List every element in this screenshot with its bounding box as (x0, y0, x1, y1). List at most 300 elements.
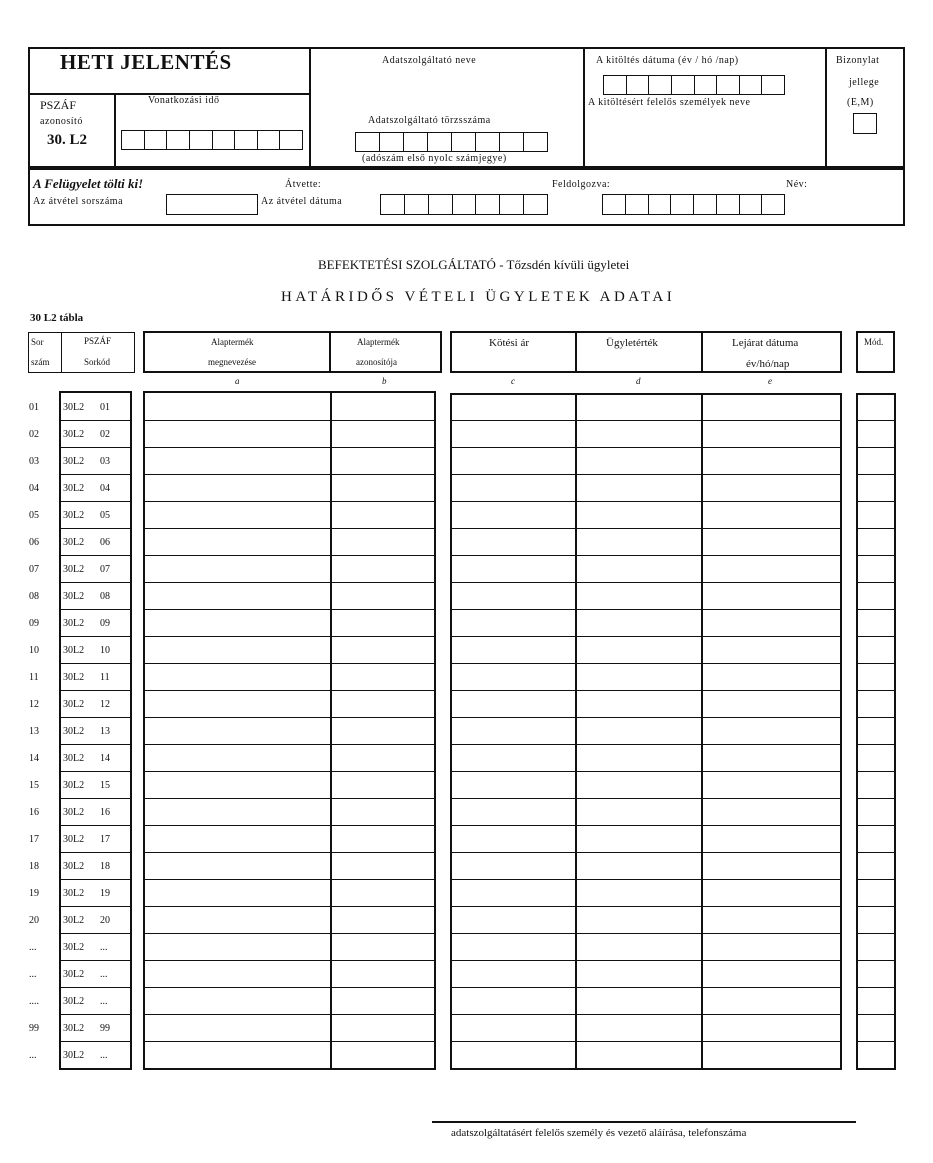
table-cell[interactable] (452, 556, 575, 581)
table-cell[interactable] (452, 421, 575, 446)
row-code: 30L2 (63, 564, 85, 575)
row-divider (59, 987, 132, 988)
row-number: 19 (29, 888, 39, 899)
row-code-number: 06 (100, 537, 110, 548)
table-cell[interactable] (858, 556, 895, 581)
row-code: 30L2 (63, 942, 85, 953)
table-cell[interactable] (703, 934, 841, 959)
table-cell[interactable] (331, 772, 435, 797)
table-cell[interactable] (145, 448, 330, 473)
table-cell[interactable] (331, 448, 435, 473)
row-divider (59, 906, 132, 907)
row-number: ... (29, 969, 37, 980)
table-cell[interactable] (145, 988, 330, 1013)
table-cell[interactable] (577, 718, 701, 743)
table-cell[interactable] (452, 1042, 575, 1067)
signature-label: adatszolgáltatásért felelős személy és vezető aláírása, telefonszáma (451, 1127, 747, 1139)
table-cell[interactable] (858, 421, 895, 446)
row-number: 08 (29, 591, 39, 602)
table-cell[interactable] (145, 880, 330, 905)
row-number: 01 (29, 402, 39, 413)
row-number: 13 (29, 726, 39, 737)
table-cell[interactable] (577, 529, 701, 554)
row-code-number: ... (100, 969, 108, 980)
table-cell[interactable] (452, 691, 575, 716)
table-cell[interactable] (703, 556, 841, 581)
col-pszaf-header: Sorkód (84, 357, 111, 367)
row-divider (59, 474, 132, 475)
row-code-number: ... (100, 1050, 108, 1061)
table-cell[interactable] (858, 475, 895, 500)
table-cell[interactable] (858, 880, 895, 905)
table-cell[interactable] (331, 475, 435, 500)
col-b-header: Alaptermék (357, 337, 400, 347)
row-divider (59, 555, 132, 556)
table-cell[interactable] (577, 691, 701, 716)
table-cell[interactable] (452, 475, 575, 500)
row-number: 15 (29, 780, 39, 791)
table-cell[interactable] (452, 664, 575, 689)
row-code-number: ... (100, 996, 108, 1007)
table-cell[interactable] (703, 529, 841, 554)
row-code: 30L2 (63, 537, 85, 548)
row-code-number: 11 (100, 672, 110, 683)
row-number: ... (29, 1050, 37, 1061)
table-cell[interactable] (703, 718, 841, 743)
table-cell[interactable] (858, 610, 895, 635)
doc-type-field[interactable] (853, 113, 877, 134)
signature-line (432, 1121, 856, 1123)
table-cell[interactable] (331, 718, 435, 743)
responsible-label: A kitöltésért felelős személyek neve (588, 97, 751, 108)
col-letter-e: e (768, 376, 772, 386)
table-cell[interactable] (331, 826, 435, 851)
row-code-number: 02 (100, 429, 110, 440)
table-cell[interactable] (703, 772, 841, 797)
name-label: Név: (786, 179, 808, 190)
table-cell[interactable] (452, 988, 575, 1013)
row-code: 30L2 (63, 888, 85, 899)
table-cell[interactable] (452, 772, 575, 797)
col-letter-b: b (382, 376, 387, 386)
row-divider (59, 771, 132, 772)
table-cell[interactable] (452, 718, 575, 743)
header-divider (825, 47, 827, 168)
table-cell[interactable] (703, 394, 841, 419)
header-divider (701, 331, 703, 373)
table-cell[interactable] (703, 475, 841, 500)
table-cell[interactable] (452, 610, 575, 635)
table-cell[interactable] (145, 718, 330, 743)
row-divider (59, 798, 132, 799)
row-number: 18 (29, 861, 39, 872)
table-cell[interactable] (577, 907, 701, 932)
row-code-number: 12 (100, 699, 110, 710)
received-label: Átvette: (285, 179, 322, 190)
table-cell[interactable] (145, 745, 330, 770)
table-cell[interactable] (145, 853, 330, 878)
table-cell[interactable] (703, 448, 841, 473)
row-code-number: 09 (100, 618, 110, 629)
table-cell[interactable] (577, 988, 701, 1013)
pszaf-label: PSZÁF (40, 98, 77, 112)
table-cell[interactable] (703, 907, 841, 932)
row-code: 30L2 (63, 672, 85, 683)
row-number: 03 (29, 456, 39, 467)
row-number: 07 (29, 564, 39, 575)
table-cell[interactable] (331, 907, 435, 932)
provider-name-label: Adatszolgáltató neve (382, 55, 477, 66)
table-cell[interactable] (703, 664, 841, 689)
row-code: 30L2 (63, 969, 85, 980)
table-cell[interactable] (858, 853, 895, 878)
table-cell[interactable] (331, 637, 435, 662)
table-cell[interactable] (858, 961, 895, 986)
row-code: 30L2 (63, 996, 85, 1007)
row-number: 11 (29, 672, 39, 683)
table-cell[interactable] (858, 1042, 895, 1067)
table-cell[interactable] (858, 394, 895, 419)
table-cell[interactable] (577, 664, 701, 689)
col-sor-header: szám (31, 357, 50, 367)
row-divider (59, 609, 132, 610)
table-cell[interactable] (703, 1042, 841, 1067)
table-cell[interactable] (577, 934, 701, 959)
col-d-header: Ügyletérték (606, 337, 658, 349)
table-cell[interactable] (577, 448, 701, 473)
header-divider (309, 47, 311, 168)
row-number: ... (29, 942, 37, 953)
table-cell[interactable] (331, 1015, 435, 1040)
table-cell[interactable] (452, 448, 575, 473)
table-cell[interactable] (331, 664, 435, 689)
fill-date-label: A kitöltés dátuma (év / hó /nap) (596, 55, 739, 66)
header-divider (114, 93, 116, 168)
table-cell[interactable] (858, 772, 895, 797)
table-cell[interactable] (858, 907, 895, 932)
doc-type-label: jellege (849, 77, 880, 88)
table-cell[interactable] (452, 853, 575, 878)
row-code: 30L2 (63, 483, 85, 494)
table-cell[interactable] (145, 421, 330, 446)
table-cell[interactable] (577, 475, 701, 500)
row-code-number: 03 (100, 456, 110, 467)
receipt-date-label: Az átvétel dátuma (261, 196, 343, 207)
row-divider (59, 690, 132, 691)
row-code-number: 16 (100, 807, 110, 818)
table-cell[interactable] (577, 880, 701, 905)
table-cell[interactable] (577, 556, 701, 581)
table-cell[interactable] (145, 907, 330, 932)
row-code: 30L2 (63, 1050, 85, 1061)
table-cell[interactable] (577, 502, 701, 527)
table-cell[interactable] (145, 475, 330, 500)
table-cell[interactable] (858, 799, 895, 824)
row-number: 12 (29, 699, 39, 710)
table-cell[interactable] (577, 421, 701, 446)
table-cell[interactable] (577, 772, 701, 797)
table-cell[interactable] (858, 529, 895, 554)
table-cell[interactable] (145, 1015, 330, 1040)
col-a-header: megnevezése (208, 357, 256, 367)
table-cell[interactable] (145, 691, 330, 716)
table-cell[interactable] (858, 718, 895, 743)
row-divider (59, 582, 132, 583)
row-divider (59, 663, 132, 664)
row-number: 06 (29, 537, 39, 548)
table-cell[interactable] (331, 421, 435, 446)
row-code: 30L2 (63, 807, 85, 818)
table-cell[interactable] (577, 826, 701, 851)
row-divider (59, 1014, 132, 1015)
col-b-header: azonosítója (356, 357, 397, 367)
row-code-number: 07 (100, 564, 110, 575)
table-cell[interactable] (703, 853, 841, 878)
row-code: 30L2 (63, 510, 85, 521)
table-cell[interactable] (331, 745, 435, 770)
provider-reg-label: Adatszolgáltató törzsszáma (368, 115, 491, 126)
table-cell[interactable] (703, 745, 841, 770)
table-cell[interactable] (703, 988, 841, 1013)
row-divider (59, 447, 132, 448)
table-cell[interactable] (331, 583, 435, 608)
table-cell[interactable] (145, 664, 330, 689)
table-cell[interactable] (145, 502, 330, 527)
row-code: 30L2 (63, 753, 85, 764)
table-cell[interactable] (703, 610, 841, 635)
table-cell[interactable] (145, 799, 330, 824)
row-code-number: 13 (100, 726, 110, 737)
col-a-header: Alaptermék (211, 337, 254, 347)
row-number: .... (29, 996, 39, 1007)
row-divider (59, 636, 132, 637)
table-cell[interactable] (145, 529, 330, 554)
col-letter-a: a (235, 376, 240, 386)
row-number: 17 (29, 834, 39, 845)
table-cell[interactable] (331, 610, 435, 635)
report-title: HETI JELENTÉS (60, 50, 232, 74)
row-code: 30L2 (63, 1023, 85, 1034)
row-code-number: 18 (100, 861, 110, 872)
serial-field[interactable] (166, 194, 258, 215)
form-subtitle: BEFEKTETÉSI SZOLGÁLTATÓ - Tőzsdén kívüli ügyletei (318, 257, 630, 272)
header-divider (329, 331, 331, 373)
table-cell[interactable] (452, 934, 575, 959)
col-letter-d: d (636, 376, 641, 386)
table-cell[interactable] (145, 772, 330, 797)
table-cell[interactable] (145, 556, 330, 581)
reference-time-label: Vonatkozási idő (148, 95, 220, 106)
table-cell[interactable] (145, 583, 330, 608)
receipt-date-field[interactable] (380, 194, 548, 215)
row-number: 20 (29, 915, 39, 926)
row-divider (59, 852, 132, 853)
row-code-number: 99 (100, 1023, 110, 1034)
row-code-number: 05 (100, 510, 110, 521)
table-cell[interactable] (145, 1042, 330, 1067)
table-cell[interactable] (331, 691, 435, 716)
table-cell[interactable] (703, 880, 841, 905)
table-cell[interactable] (452, 799, 575, 824)
processed-label: Feldolgozva: (552, 179, 611, 190)
row-code: 30L2 (63, 645, 85, 656)
pszaf-id-label: azonosító (40, 116, 83, 127)
row-code: 30L2 (63, 780, 85, 791)
table-cell[interactable] (858, 826, 895, 851)
table-cell[interactable] (703, 1015, 841, 1040)
row-code-number: 04 (100, 483, 110, 494)
table-cell[interactable] (145, 610, 330, 635)
table-cell[interactable] (145, 637, 330, 662)
table-cell[interactable] (703, 502, 841, 527)
table-cell[interactable] (577, 853, 701, 878)
table-cell[interactable] (452, 502, 575, 527)
row-number: 10 (29, 645, 39, 656)
row-divider (59, 879, 132, 880)
row-code-number: 20 (100, 915, 110, 926)
header-divider (583, 47, 585, 168)
table-cell[interactable] (577, 961, 701, 986)
table-cell[interactable] (858, 745, 895, 770)
row-code: 30L2 (63, 726, 85, 737)
fill-date-field[interactable] (603, 75, 785, 95)
table-cell[interactable] (331, 880, 435, 905)
table-cell[interactable] (577, 745, 701, 770)
table-cell[interactable] (145, 394, 330, 419)
provider-reg-note: (adószám első nyolc számjegye) (362, 153, 507, 164)
row-divider (59, 501, 132, 502)
table-cell[interactable] (452, 961, 575, 986)
row-divider (59, 960, 132, 961)
reference-time-field[interactable] (121, 130, 303, 150)
table-cell[interactable] (858, 934, 895, 959)
row-code: 30L2 (63, 618, 85, 629)
table-cell[interactable] (858, 988, 895, 1013)
table-cell[interactable] (331, 502, 435, 527)
table-cell[interactable] (858, 637, 895, 662)
provider-reg-field[interactable] (355, 132, 548, 152)
row-code-number: 10 (100, 645, 110, 656)
table-cell[interactable] (703, 799, 841, 824)
table-cell[interactable] (703, 826, 841, 851)
table-cell[interactable] (331, 394, 435, 419)
table-cell[interactable] (452, 637, 575, 662)
table-cell[interactable] (452, 394, 575, 419)
table-cell[interactable] (331, 853, 435, 878)
row-number: 04 (29, 483, 39, 494)
table-cell[interactable] (145, 934, 330, 959)
row-code: 30L2 (63, 591, 85, 602)
table-cell[interactable] (331, 934, 435, 959)
table-cell[interactable] (703, 421, 841, 446)
table-label: 30 L2 tábla (30, 312, 84, 324)
table-cell[interactable] (858, 664, 895, 689)
row-divider (59, 744, 132, 745)
table-cell[interactable] (703, 961, 841, 986)
row-number: 02 (29, 429, 39, 440)
table-cell[interactable] (858, 583, 895, 608)
row-number: 14 (29, 753, 39, 764)
table-cell[interactable] (331, 988, 435, 1013)
processed-date-field[interactable] (602, 194, 785, 215)
row-divider (59, 825, 132, 826)
col-letter-c: c (511, 376, 515, 386)
row-code: 30L2 (63, 915, 85, 926)
table-cell[interactable] (858, 502, 895, 527)
row-code-number: 14 (100, 753, 110, 764)
row-number: 16 (29, 807, 39, 818)
header-divider (575, 331, 577, 373)
form-main-title: HATÁRIDŐS VÉTELI ÜGYLETEK ADATAI (281, 289, 676, 305)
row-code-number: 17 (100, 834, 110, 845)
table-cell[interactable] (703, 583, 841, 608)
col-c-header: Kötési ár (489, 337, 530, 349)
row-divider (59, 1041, 132, 1042)
row-code: 30L2 (63, 456, 85, 467)
table-cell[interactable] (331, 529, 435, 554)
row-code-number: ... (100, 942, 108, 953)
table-cell[interactable] (577, 1015, 701, 1040)
table-cell[interactable] (452, 826, 575, 851)
table-cell[interactable] (331, 556, 435, 581)
col-pszaf-header: PSZÁF (84, 336, 112, 346)
table-cell[interactable] (452, 529, 575, 554)
row-divider (59, 420, 132, 421)
table-cell[interactable] (858, 1015, 895, 1040)
table-cell[interactable] (452, 745, 575, 770)
table-cell[interactable] (452, 907, 575, 932)
table-cell[interactable] (577, 610, 701, 635)
table-cell[interactable] (331, 1042, 435, 1067)
row-divider (59, 717, 132, 718)
table-cell[interactable] (703, 691, 841, 716)
table-cell[interactable] (577, 799, 701, 824)
row-divider (59, 528, 132, 529)
table-cell[interactable] (452, 1015, 575, 1040)
row-number: 05 (29, 510, 39, 521)
row-number: 99 (29, 1023, 39, 1034)
doc-type-label: Bizonylat (836, 55, 880, 66)
table-cell[interactable] (858, 691, 895, 716)
col-mod-header: Mód. (864, 337, 884, 347)
table-cell[interactable] (577, 583, 701, 608)
supervisor-heading: A Felügyelet tölti ki! (33, 176, 144, 191)
table-cell[interactable] (577, 637, 701, 662)
row-code: 30L2 (63, 429, 85, 440)
table-cell[interactable] (452, 583, 575, 608)
table-cell[interactable] (703, 637, 841, 662)
table-cell[interactable] (452, 880, 575, 905)
table-cell[interactable] (577, 394, 701, 419)
table-cell[interactable] (145, 961, 330, 986)
row-code: 30L2 (63, 402, 85, 413)
row-code-number: 08 (100, 591, 110, 602)
row-code-number: 19 (100, 888, 110, 899)
doc-type-options: (E,M) (847, 97, 874, 108)
serial-label: Az átvétel sorszáma (33, 196, 124, 207)
table-cell[interactable] (331, 799, 435, 824)
form-code: 30. L2 (47, 132, 88, 148)
row-code: 30L2 (63, 861, 85, 872)
table-cell[interactable] (145, 826, 330, 851)
table-cell[interactable] (858, 448, 895, 473)
row-number: 09 (29, 618, 39, 629)
table-cell[interactable] (577, 1042, 701, 1067)
row-code-number: 01 (100, 402, 110, 413)
table-cell[interactable] (331, 961, 435, 986)
row-code-number: 15 (100, 780, 110, 791)
col-e-header: év/hó/nap (746, 358, 790, 370)
